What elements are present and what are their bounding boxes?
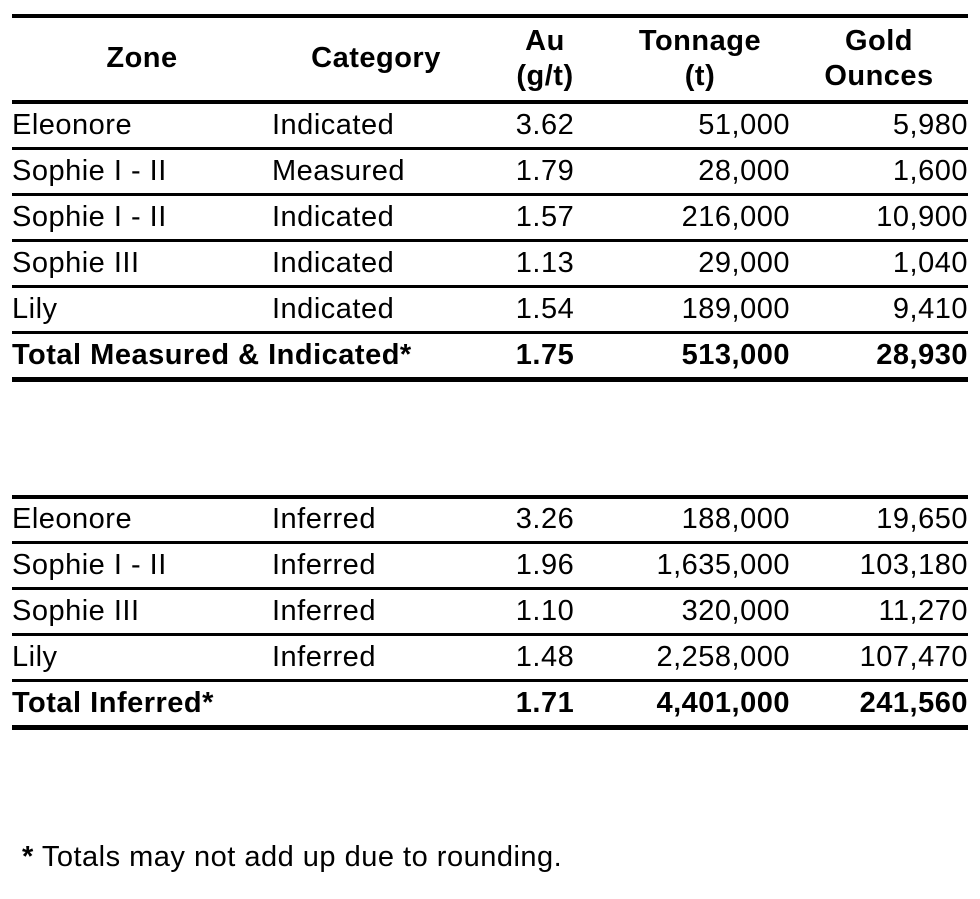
cell-tonnage: 2,258,000 [656, 641, 790, 673]
cell-tonnage: 189,000 [681, 292, 790, 325]
table-row [12, 543, 968, 589]
cell-au-grade: 1.54 [515, 292, 575, 325]
cell-tonnage: 320,000 [681, 595, 790, 627]
cell-category: Inferred [272, 503, 376, 536]
total-tonnage: 513,000 [681, 338, 790, 371]
table-row [12, 102, 968, 148]
cell-gold-ounces: 1,040 [892, 246, 968, 279]
footnote-asterisk: * [22, 841, 34, 873]
header-row [12, 16, 968, 102]
cell-gold-ounces: 9,410 [892, 292, 968, 325]
cell-au-grade: 3.62 [515, 108, 575, 141]
cell-tonnage: 51,000 [698, 108, 790, 141]
cell-au-grade: 3.26 [515, 503, 575, 536]
total-row-label: Total Inferred* [12, 687, 214, 719]
column-header-au-line2: (g/t) [516, 60, 574, 92]
cell-category: Inferred [272, 549, 376, 581]
cell-category: Indicated [272, 246, 395, 279]
total-gold-ounces: 241,560 [859, 687, 968, 719]
cell-gold-ounces: 5,980 [892, 108, 968, 141]
table-row [12, 497, 968, 543]
cell-tonnage: 216,000 [681, 200, 790, 233]
column-header-au [480, 16, 610, 102]
table-row [12, 286, 968, 332]
column-header-gold-ounces [790, 16, 968, 102]
total-tonnage: 4,401,000 [656, 687, 790, 719]
total-au-grade: 1.75 [515, 338, 575, 371]
column-header-zone-label: Zone [106, 42, 178, 75]
column-header-tonnage [610, 16, 790, 102]
table-row [12, 148, 968, 194]
column-header-zone [12, 16, 272, 102]
cell-au-grade: 1.10 [515, 595, 575, 627]
cell-au-grade: 1.79 [515, 154, 575, 187]
cell-gold-ounces: 11,270 [878, 595, 968, 627]
cell-zone: Sophie I - II [12, 154, 167, 187]
column-header-au-line1: Au [525, 24, 565, 57]
cell-category: Indicated [272, 292, 395, 325]
cell-gold-ounces: 1,600 [892, 154, 968, 187]
cell-zone: Eleonore [12, 503, 133, 536]
cell-category: Indicated [272, 108, 395, 141]
table-row [12, 240, 968, 286]
column-header-gold-line1: Gold [844, 24, 914, 57]
table-row [12, 635, 968, 681]
cell-zone: Lily [12, 292, 58, 325]
measured-indicated-resource-table [12, 14, 968, 382]
footnote-text: Totals may not add up due to rounding. [33, 841, 563, 873]
column-header-category [272, 16, 480, 102]
table-row [12, 194, 968, 240]
cell-tonnage: 188,000 [681, 503, 790, 536]
cell-gold-ounces: 10,900 [876, 200, 968, 233]
total-row-label: Total Measured & Indicated* [12, 338, 412, 371]
cell-gold-ounces: 103,180 [859, 549, 968, 581]
cell-au-grade: 1.57 [515, 200, 575, 233]
cell-category: Indicated [272, 200, 395, 233]
cell-zone: Sophie III [12, 595, 140, 627]
total-measured-indicated-row [12, 332, 968, 379]
cell-tonnage: 1,635,000 [656, 549, 790, 581]
column-header-gold-line2: Ounces [824, 60, 934, 92]
table-row [12, 589, 968, 635]
cell-category: Inferred [272, 595, 376, 627]
cell-tonnage: 29,000 [698, 246, 790, 279]
total-inferred-row [12, 681, 968, 728]
column-header-category-label: Category [311, 42, 441, 75]
cell-au-grade: 1.96 [515, 549, 575, 581]
table-header [12, 16, 968, 102]
column-header-tonnage-line2: (t) [684, 60, 716, 92]
cell-zone: Eleonore [12, 108, 133, 141]
column-header-tonnage-line1: Tonnage [638, 24, 762, 57]
inferred-resource-table [12, 495, 968, 731]
cell-gold-ounces: 107,470 [859, 641, 968, 673]
cell-category: Inferred [272, 641, 376, 673]
cell-zone: Sophie I - II [12, 200, 167, 233]
cell-zone: Lily [12, 641, 58, 673]
cell-au-grade: 1.48 [515, 641, 575, 673]
cell-au-grade: 1.13 [515, 246, 575, 279]
cell-zone: Sophie I - II [12, 549, 167, 581]
rounding-footnote [22, 841, 980, 874]
cell-category: Measured [272, 154, 405, 187]
cell-gold-ounces: 19,650 [876, 503, 968, 536]
total-gold-ounces: 28,930 [876, 338, 968, 371]
cell-zone: Sophie III [12, 246, 140, 279]
total-au-grade: 1.71 [515, 687, 575, 719]
cell-tonnage: 28,000 [698, 154, 790, 187]
